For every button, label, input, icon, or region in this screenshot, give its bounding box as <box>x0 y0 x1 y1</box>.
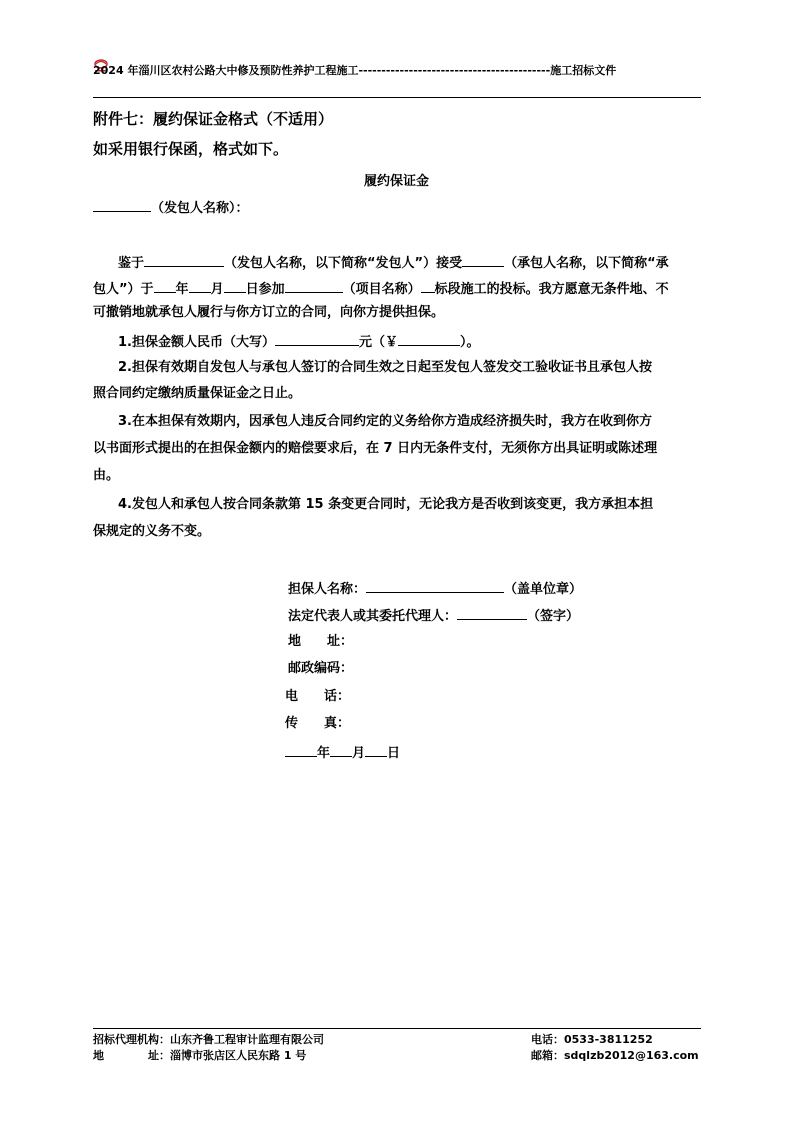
month-blank[interactable] <box>189 280 211 293</box>
footer-divider <box>93 1028 701 1029</box>
footer-phone: 电话：0533-3811252 <box>531 1033 653 1046</box>
attachment-title: 附件七：履约保证金格式（不适用） <box>93 110 334 128</box>
guarantor-name-blank[interactable] <box>366 580 504 593</box>
para1-line1: 鉴于 （发包人名称，以下简称“发包人”）接受 （承包人名称，以下简称“承 <box>118 256 669 271</box>
header-divider <box>93 97 701 98</box>
year-blank[interactable] <box>154 280 176 293</box>
sign-day-blank[interactable] <box>365 744 387 757</box>
item3-line1: 3.在本担保有效期内，因承包人违反合同约定的义务给你方造成经济损失时，我方在收到你方 <box>118 414 652 429</box>
item2-line2: 照合同约定缴纳质量保证金之日止。 <box>93 386 302 401</box>
footer-address: 地 址：淄博市张店区人民东路 1 号 <box>93 1049 307 1062</box>
legal-rep-line: 法定代表人或其委托代理人： （签字） <box>288 609 580 624</box>
contractor-blank[interactable] <box>462 254 504 267</box>
legal-rep-blank[interactable] <box>457 607 527 620</box>
item2-line1: 2.担保有效期自发包人与承包人签订的合同生效之日起至发包人签发交工验收证书且承包人按 <box>118 360 652 375</box>
guarantor-name-line: 担保人名称： （盖单位章） <box>288 582 583 597</box>
bank-guarantee-note: 如采用银行保函，格式如下。 <box>93 140 289 158</box>
employer-blank[interactable] <box>144 254 224 267</box>
amount-words-blank[interactable] <box>275 333 359 346</box>
header-title: 2024 年淄川区农村公路大中修及预防性养护工程施工------------------------------------------施工招标文件 <box>93 64 617 77</box>
project-name-blank[interactable] <box>285 280 343 293</box>
para1-line2: 包人”）于 年 月 日参加 （项目名称） 标段施工的投标。我方愿意无条件地、不 <box>93 282 669 297</box>
sign-year-blank[interactable] <box>285 744 317 757</box>
item1-amount: 1.担保金额人民币（大写） 元（￥ ）。 <box>118 335 480 350</box>
item3-line3: 由。 <box>93 468 120 483</box>
document-title: 履约保证金 <box>363 174 429 189</box>
fax-label: 传 真： <box>285 716 351 731</box>
date-line: 年 月 日 <box>285 744 400 760</box>
footer-agency: 招标代理机构：山东齐鲁工程审计监理有限公司 <box>93 1033 324 1046</box>
amount-figures-blank[interactable] <box>398 333 460 346</box>
employer-name-blank[interactable] <box>93 199 151 212</box>
section-blank[interactable] <box>421 280 435 293</box>
item3-line2: 以书面形式提出的在担保金额内的赔偿要求后，在 7 日内无条件支付，无须你方出具证明或陈述理 <box>93 441 658 456</box>
day-blank[interactable] <box>224 280 246 293</box>
item4-line1: 4.发包人和承包人按合同条款第 15 条变更合同时，无论我方是否收到该变更，我方承担本担 <box>118 497 654 512</box>
para1-line3: 可撤销地就承包人履行与你方订立的合同，向你方提供担保。 <box>93 305 445 320</box>
sign-month-blank[interactable] <box>330 744 352 757</box>
item4-line2: 保规定的义务不变。 <box>93 524 211 539</box>
address-label: 地 址： <box>288 634 354 649</box>
phone-label: 电 话： <box>285 689 351 704</box>
addressee-line: （发包人名称）： <box>93 199 249 215</box>
postcode-label: 邮政编码： <box>288 661 354 676</box>
footer-email: 邮箱：sdqlzb2012@163.com <box>531 1049 699 1062</box>
